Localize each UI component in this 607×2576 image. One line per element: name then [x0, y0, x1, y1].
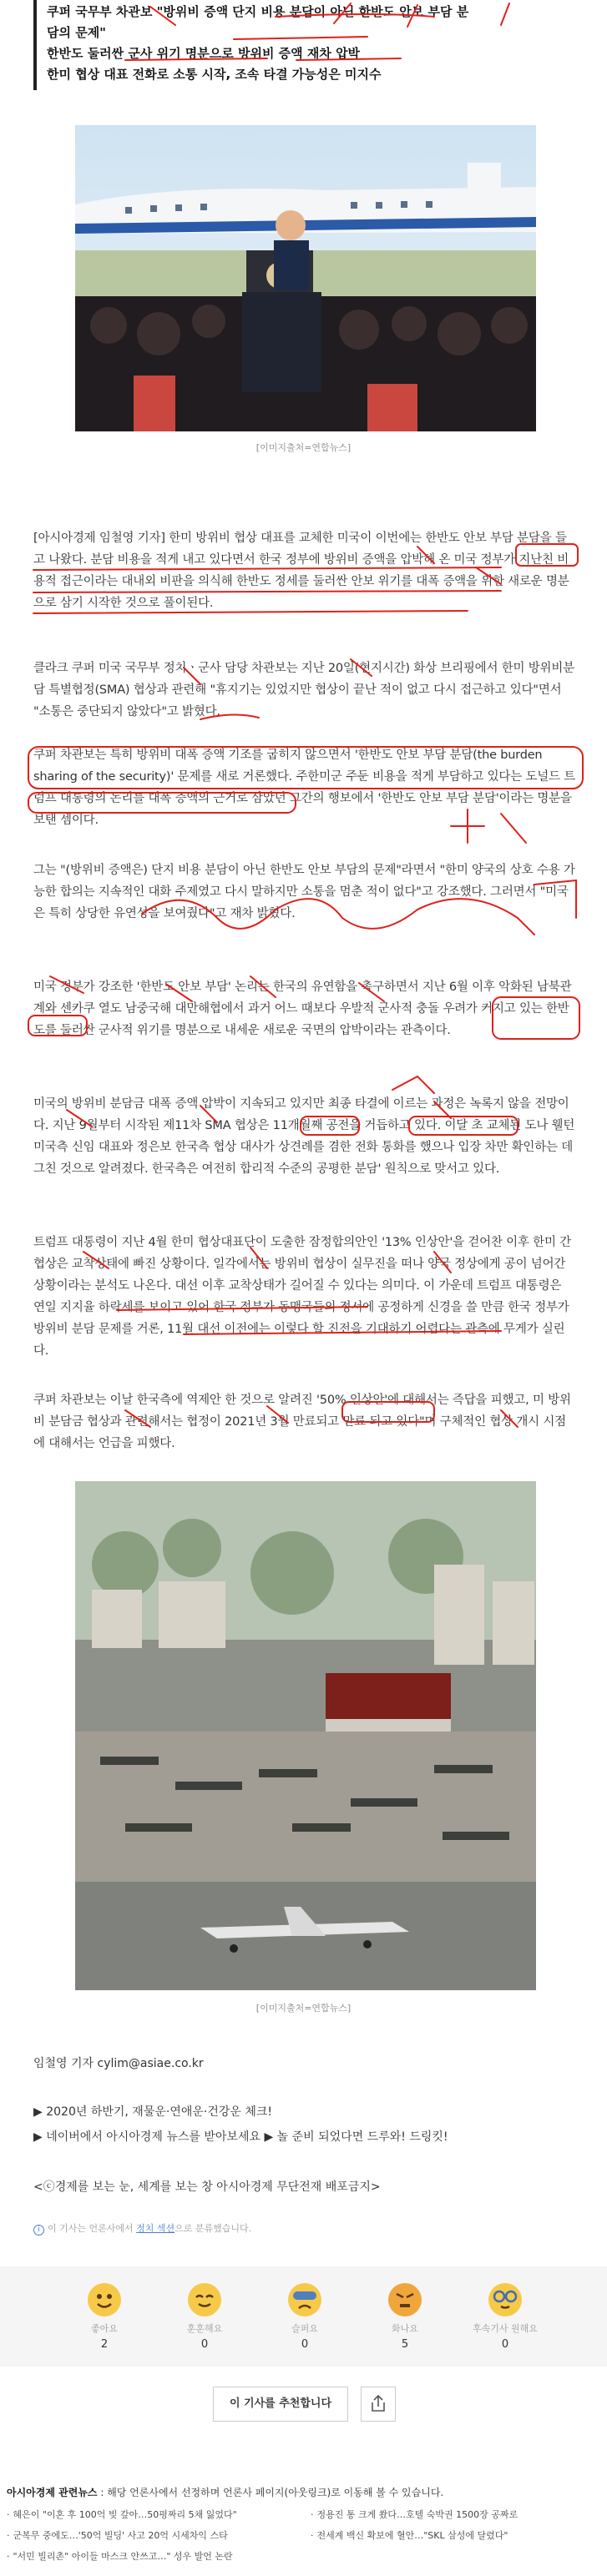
reaction-count: 0	[301, 2338, 309, 2351]
glasses-face-icon	[488, 2283, 522, 2316]
related-news-desc: : 해당 언론사에서 선정하며 언론사 페이지(아웃링크)로 이동해 볼 수 있습니다.	[97, 2487, 444, 2498]
related-news-title	[7, 2485, 443, 2499]
related-item-4[interactable]: · 전세계 백신 확보에 혈안…"SKL 삼성에 달렸다"	[311, 2528, 508, 2542]
related-item-2[interactable]: · 정용진 통 크게 쐈다…호텔 숙박권 1500장 공짜로	[311, 2508, 518, 2521]
reaction-sad[interactable]	[271, 2283, 338, 2351]
reaction-bar	[0, 2266, 607, 2367]
section-note	[33, 2221, 251, 2236]
share-icon	[362, 2387, 395, 2421]
reaction-label: 후속기사 원해요	[473, 2323, 538, 2334]
section-note-text: 이 기사는 언론사에서	[48, 2223, 137, 2234]
recommend-button[interactable]: 이 기사를 추천합니다	[213, 2387, 348, 2422]
angry-face-icon	[388, 2283, 422, 2316]
related-item-1[interactable]: · 혜은이 "이혼 후 100억 빚 갚아…50평짜리 5채 잃었다"	[7, 2508, 237, 2521]
smile-face-icon	[88, 2283, 121, 2316]
reaction-count: 2	[100, 2338, 109, 2351]
paragraph-3: 쿠퍼 차관보는 특히 방위비 대폭 증액 기조를 굽히지 않으면서 '한반도 안보 부담 분담(the burden sharing of the security)' 문제를 새로 거론했다. 주한미군 주둔 비용을 적게 부담하고 있다는 도널드 트럼프 대통령의 논리를 대폭 증액의 근거로 삼았던 그간의 행보에서 '한반도 안보 부담 분담'이라는 명분을 보탠 셈이다.	[33, 749, 576, 827]
summary-line-1: 쿠퍼 국무부 차관보 "방위비 증액 단지 비용 분담이 아닌 한반도 안보 부담 분	[47, 4, 469, 19]
section-link[interactable]: 정치 섹션	[136, 2223, 175, 2234]
copyright-notice: <ⓒ경제를 보는 눈, 세계를 보는 창 아시아경제 무단전재 배포금지>	[33, 2180, 381, 2194]
paragraph-5: 미국 정부가 강조한 '한반도 안보 부담' 논리는 한국의 유연함을 촉구하면서 지난 6월 이후 악화된 남북관계와 센카쿠 열도 남중국해 대만해협에서 과거 어느 때보다 우발적 군사적 충돌 우려가 커지고 있는 한반도를 둘러싼 군사적 위기를 명분으로 내세운 새로운 국면의 압박이라는 관측이다.	[33, 980, 572, 1037]
promo-line-2[interactable]: ▶ 네이버에서 아시아경제 뉴스를 받아보세요 ▶ 놀 준비 되었다면 드루와! 드링킷!	[33, 2130, 448, 2144]
reaction-like[interactable]	[71, 2283, 138, 2351]
reaction-label: 훈훈해요	[186, 2323, 223, 2334]
paragraph-6: 미국의 방위비 분담금 대폭 증액 압박이 지속되고 있지만 최종 타결에 이르는 과정은 녹록지 않을 전망이다. 지난 9월부터 시작된 제11차 SMA 협상은 11개월째 공전을 거듭하고 있다. 이달 초 교체된 도나 웰턴 미국측 신임 대표와 정은보 한국측 협상 대사가 상견례를 겸한 전화 통화를 했으나 입장 차만 확인하는 데 그친 것으로 알려졌다. 한국측은 여전히 합리적 수준의 공평한 분담' 원칙으로 맞서고 있다.	[33, 1097, 575, 1176]
summary-line-4: 한미 협상 대표 전화로 소통 시작, 조속 타결 가능성은 미지수	[47, 67, 382, 82]
related-news-heading: 아시아경제 관련뉴스	[7, 2487, 98, 2498]
info-icon: i	[33, 2225, 44, 2236]
reaction-want-followup[interactable]	[472, 2283, 539, 2351]
related-item-5[interactable]: · "서민 빌리촌" 아이들 마스크 안쓰고…" 성우 발언 논란	[7, 2549, 233, 2563]
summary-line-3: 한반도 둘러싼 군사 위기 명분으로 방위비 증액 재차 압박	[47, 46, 361, 61]
summary-line-2: 담의 문제"	[47, 25, 106, 40]
reaction-label: 좋아요	[91, 2323, 118, 2334]
reaction-count: 0	[200, 2338, 209, 2351]
share-button[interactable]	[361, 2387, 396, 2422]
reaction-label: 화나요	[392, 2323, 418, 2334]
warm-face-icon	[188, 2283, 221, 2316]
photo-airbase-image	[75, 1481, 536, 1990]
photo-airbase	[75, 1481, 536, 1990]
byline: 임철영 기자 cylim@asiae.co.kr	[33, 2057, 204, 2070]
photo2-caption: [이미지출처=연합뉴스]	[255, 2003, 352, 2014]
paragraph-8: 쿠퍼 차관보는 이날 한국측에 역제안 한 것으로 알려진 '50% 인상안'에 대해서는 즉답을 피했고, 미 방위비 분담금 협상과 관련해서는 협정이 2021년 3월 만료되고 만료 되고 있다"며 구체적인 협상 개시 시점에 대해서는 언급을 피했다.	[33, 1394, 571, 1450]
paragraph-1: [아시아경제 임철영 기자] 한미 방위비 협상 대표를 교체한 미국이 이번에는 한반도 안보 부담 분담을 들고 나왔다. 분담 비용을 적게 내고 있다면서 한국 정부에 방위비 증액을 압박해 온 미국 정부가 지난친 비용적 접근이라는 대내외 비판을 의식해 한반도 정세를 둘러싼 안보 위기를 대폭 증액을 위한 새로운 명분으로 삼기 시작한 것으로 풀이된다.	[33, 532, 569, 610]
reaction-count: 0	[501, 2338, 509, 2351]
related-item-3[interactable]: · 군복무 중에도…'50억 빌딩' 사고 20억 시세차익 스타	[7, 2528, 228, 2542]
reaction-angry[interactable]	[372, 2283, 438, 2351]
paragraph-4: 그는 "(방위비 증액은) 단지 비용 분담이 아닌 한반도 안보 부담의 문제"라면서 "한미 양국의 상호 수용 가능한 합의는 지속적인 대화 주제였고 다시 말하지만 소통을 멈춘 적이 없다"고 강조했다. 그러면서 "미국은 특히 상당한 유연성을 보여줬다"고 재차 밝혔다.	[33, 864, 575, 920]
sad-face-icon	[288, 2283, 321, 2316]
section-note-suffix: 으로 분류했습니다.	[175, 2223, 252, 2234]
promo-line-1[interactable]: ▶ 2020년 하반기, 재물운·연애운·건강운 체크!	[33, 2105, 273, 2119]
reaction-label: 슬퍼요	[291, 2323, 318, 2334]
paragraph-2: 클라크 쿠퍼 미국 국무부 정치ㆍ군사 담당 차관보는 지난 20일(현지시간) 화상 브리핑에서 한미 방위비분담 특별협정(SMA) 협상과 관련해 "휴지기는 있었지만 협상이 끝난 적이 없고 다시 접근하고 있다"면서 "소통은 중단되지 않았다"고 밝혔다.	[33, 662, 574, 718]
photo1-caption: [이미지출처=연합뉴스]	[255, 442, 352, 453]
reaction-count: 5	[401, 2338, 409, 2351]
paragraph-7: 트럼프 대통령이 지난 4월 한미 협상대표단이 도출한 잠정합의안인 '13% 인상안'을 걷어찬 이후 한미 간 협상은 교착상태에 빠진 상황이다. 일각에서는 방위비 협상이 실무진을 떠나 양국 정상에게 공이 넘어간 상황이라는 분석도 나온다. 대선 이후 교착상태가 길어질 수 있다는 의미다. 이 가운데 트럼프 대통령은 연일 지지율 하락세를 보이고 있어 한국 정부가 동맹국들의 정서에 공정하게 신경을 쓸 만큼 한국 정부가 방위비 분담 문제를 거론, 11월 대선 이전에는 이렇다 할 진전을 기대하기 어렵다는 관측에 무게가 실린다.	[33, 1236, 572, 1358]
reaction-warm[interactable]	[171, 2283, 238, 2351]
